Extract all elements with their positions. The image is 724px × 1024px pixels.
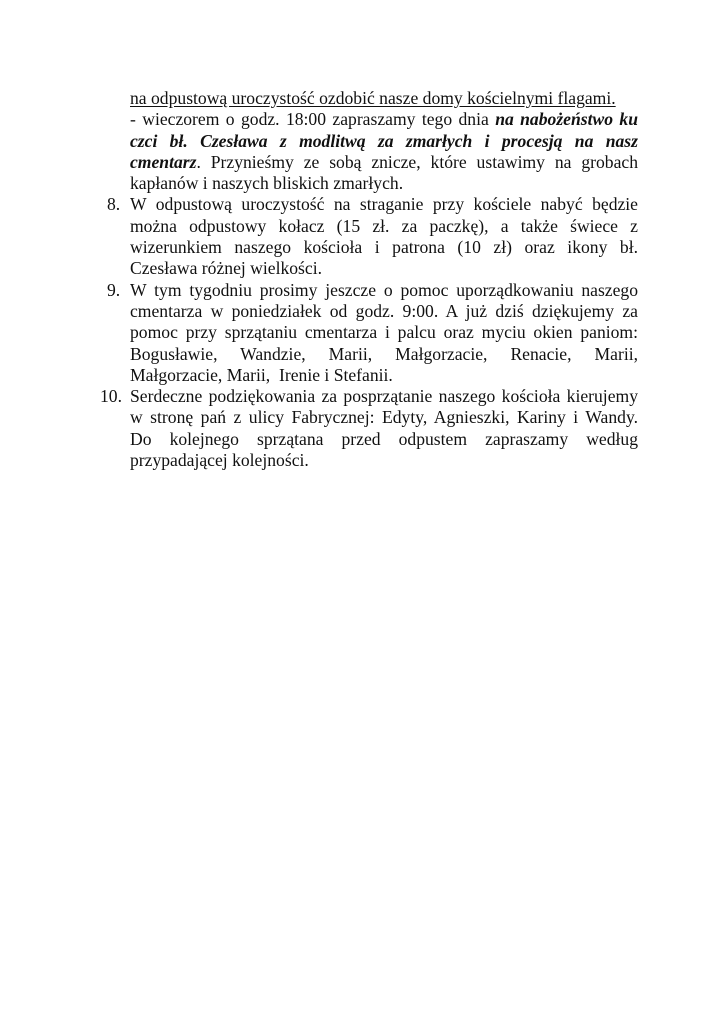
evening-service-emphasis: na nabożeństwo ku bbox=[495, 109, 638, 130]
intro-line-candles bbox=[130, 152, 638, 173]
item-line: wizerunkiem naszego kościoła i patrona (10 zł) oraz ikony bł. bbox=[130, 237, 638, 258]
item-line: cmentarza w poniedziałek od godz. 9:00. A już dziś dziękujemy za bbox=[130, 300, 638, 321]
item-number: 9. bbox=[107, 279, 121, 300]
item-line: Bogusławie, Wandzie, Marii, Małgorzacie, Renacie, Marii, bbox=[130, 343, 638, 364]
intro-line-flags: na odpustową uroczystość ozdobić nasze domy kościelnymi flagami. bbox=[130, 88, 616, 108]
item-number: 8. bbox=[107, 194, 121, 215]
cemetery-emphasis: cmentarz bbox=[130, 151, 197, 172]
item-line: W tym tygodniu prosimy jeszcze o pomoc uporządkowaniu naszego bbox=[130, 279, 638, 300]
intro-line-evening bbox=[130, 109, 638, 130]
item-line: Serdeczne podziękowania za posprzątanie naszego kościoła kierujemy bbox=[130, 386, 638, 407]
evening-text: - wieczorem o godz. 18:00 zapraszamy tego dnia bbox=[130, 109, 496, 130]
item-line: w stronę pań z ulicy Fabrycznej: Edyty, Agnieszki, Kariny i Wandy. bbox=[130, 407, 638, 428]
item-line: Do kolejnego sprzątana przed odpustem zapraszamy według bbox=[130, 428, 638, 449]
announcements-text bbox=[100, 88, 638, 471]
list-item-8 bbox=[107, 194, 638, 279]
item-line: W odpustową uroczystość na straganie przy kościele nabyć będzie bbox=[130, 194, 638, 215]
intro-line-priests: kapłanów i naszych bliskich zmarłych. bbox=[130, 173, 404, 194]
item-line: można odpustowy kołacz (15 zł. za paczkę), a także świece z bbox=[130, 215, 638, 236]
item-line: przypadającej kolejności. bbox=[130, 450, 309, 471]
intro-line-procession: czci bł. Czesława z modlitwą za zmarłych i procesją na nasz bbox=[130, 130, 638, 151]
item-line: pomoc przy sprzątaniu cmentarza i palcu oraz myciu okien paniom: bbox=[130, 322, 638, 343]
item-line: Czesława różnej wielkości. bbox=[130, 258, 322, 279]
list-item-10 bbox=[100, 386, 638, 471]
candles-text: . Przynieśmy ze sobą znicze, które ustawimy na grobach bbox=[196, 151, 638, 172]
list-item-9 bbox=[107, 279, 638, 386]
item-number: 10. bbox=[100, 386, 122, 407]
item-line: Małgorzacie, Marii, Irenie i Stefanii. bbox=[130, 364, 393, 385]
